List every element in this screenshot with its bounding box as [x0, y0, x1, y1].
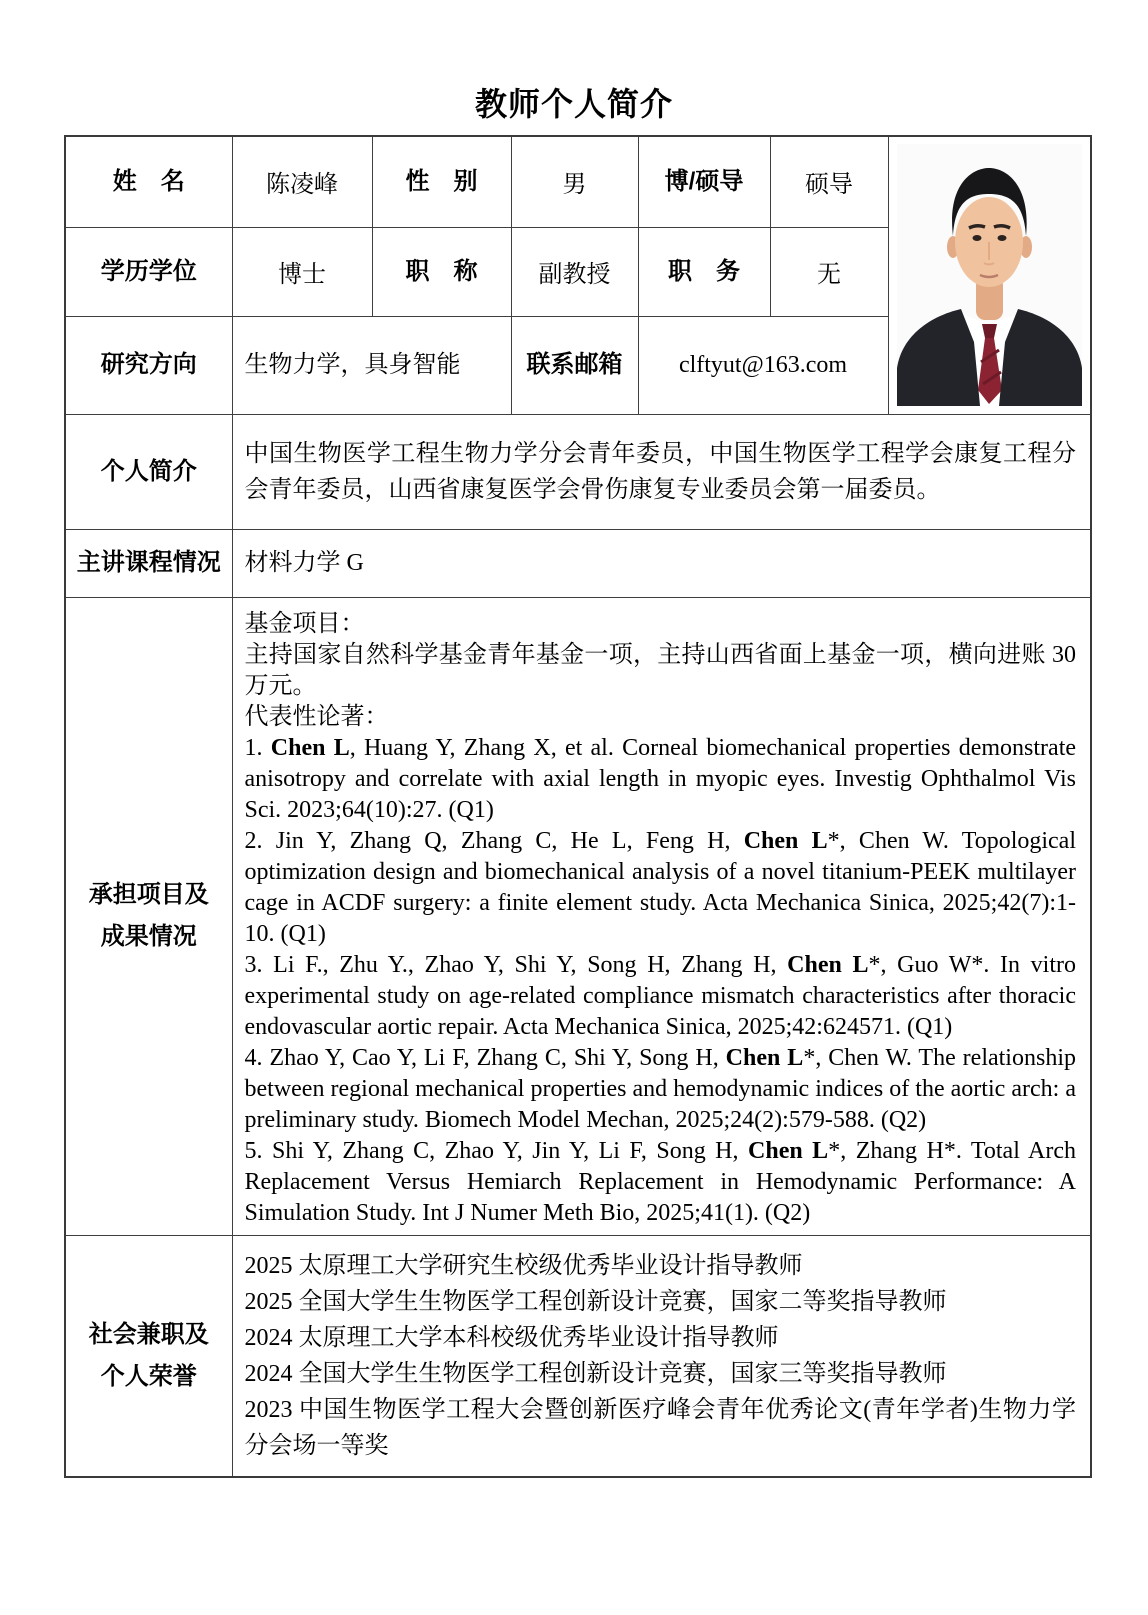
honors-label-line2: 个人荣誉 [100, 1362, 197, 1390]
projects-label-line2: 成果情况 [100, 923, 197, 950]
research-value: 生物力学，具身智能 [232, 316, 511, 414]
publication-item-4: 4. Zhao Y, Cao Y, Li F, Zhang C, Shi Y, Song H, Chen L*, Chen W. The relationship between regional mechanical properties and hemodynamic indices of the aortic arch: a preliminary study. Biomech Model Mechan, 2025;24(2):579-588. (Q2) [244, 1044, 1076, 1133]
gender-label: 性 别 [372, 136, 511, 227]
title-value: 副教授 [511, 227, 638, 316]
projects-label-line1: 承担项目及 [88, 881, 209, 908]
title-label: 职 称 [372, 227, 511, 316]
publication-item-1: 1. Chen L, Huang Y, Zhang X, et al. Corneal biomechanical properties demonstrate anisotropy and correlate with axial length in myopic eyes. Investig Ophthalmol Vis Sci. 2023;64(10):27. (Q1) [244, 734, 1077, 823]
gender-value: 男 [511, 136, 638, 227]
honor-item-3: 2024 太原理工大学本科校级优秀毕业设计指导教师 [244, 1324, 779, 1351]
publication-item-2: 2. Jin Y, Zhang Q, Zhang C, He L, Feng H, Chen L*, Chen W. Topological optimization design and biomechanical analysis of a novel titanium-PEEK multilayer cage in ACDF surgery: a finite element study. Acta Mechanica Sinica, 2025;42(7):1-10. (Q1) [244, 827, 1077, 947]
profile-text: 中国生物医学工程生物力学分会青年委员，中国生物医学工程学会康复工程分会青年委员，山西省康复医学会骨伤康复专业委员会第一届委员。 [232, 414, 1091, 529]
projects-label [65, 597, 232, 1235]
duty-value: 无 [770, 227, 888, 316]
honor-item-2: 2025 全国大学生生物医学工程创新设计竞赛，国家二等奖指导教师 [244, 1288, 947, 1315]
row-honors [65, 1235, 1091, 1477]
eye-right [997, 235, 1006, 241]
row-profile [65, 414, 1091, 529]
name-value: 陈凌峰 [232, 136, 372, 227]
research-label: 研究方向 [65, 316, 232, 414]
portrait-photo-cell [888, 136, 1091, 414]
advisor-label: 博/硕导 [638, 136, 770, 227]
fund-text: 主持国家自然科学基金青年基金一项，主持山西省面上基金一项，横向进账 30 万元。 [244, 641, 1076, 699]
row-projects [65, 597, 1091, 1235]
email-value: clftyut@163.com [638, 316, 888, 414]
courses-label: 主讲课程情况 [65, 529, 232, 597]
publication-item-5: 5. Shi Y, Zhang C, Zhao Y, Jin Y, Li F, Song H, Chen L*, Zhang H*. Total Arch Replacement Versus Hemiarch Replacement in Hemodynamic Performance: A Simulation Study. Int J Numer Meth Bio, 2025;41(1). (Q2) [244, 1137, 1077, 1226]
degree-label: 学历学位 [65, 227, 232, 316]
degree-value: 博士 [232, 227, 372, 316]
honor-item-5: 2023 中国生物医学工程大会暨创新医疗峰会青年优秀论文(青年学者)生物力学分会场一等奖 [244, 1396, 1076, 1459]
profile-label: 个人简介 [65, 414, 232, 529]
page-title: 教师个人简介 [474, 86, 673, 122]
teacher-profile-table [64, 135, 1092, 1478]
honor-item-4: 2024 全国大学生生物医学工程创新设计竞赛，国家三等奖指导教师 [244, 1360, 947, 1387]
publications-heading: 代表性论著： [244, 703, 389, 730]
courses-text: 材料力学 G [232, 529, 1091, 597]
name-label: 姓 名 [65, 136, 232, 227]
honor-item-1: 2025 太原理工大学研究生校级优秀毕业设计指导教师 [244, 1252, 803, 1279]
eye-left [972, 235, 981, 241]
fund-heading: 基金项目： [244, 610, 365, 637]
email-label: 联系邮箱 [511, 316, 638, 414]
row-name [65, 136, 1091, 227]
honors-label [65, 1235, 232, 1477]
advisor-value: 硕导 [770, 136, 888, 227]
portrait-photo [897, 144, 1082, 406]
duty-label: 职 务 [638, 227, 770, 316]
projects-content [232, 597, 1091, 1235]
publication-item-3: 3. Li F., Zhu Y., Zhao Y, Shi Y, Song H, Zhang H, Chen L*, Guo W*. In vitro experimental study on age-related compliance mismatch characteristics after thoracic endovascular aortic repair. Acta Mechanica Sinica, 2025;42:624571. (Q1) [244, 951, 1077, 1040]
honors-label-line1: 社会兼职及 [88, 1320, 209, 1348]
row-courses [65, 529, 1091, 597]
honors-content [232, 1235, 1091, 1477]
